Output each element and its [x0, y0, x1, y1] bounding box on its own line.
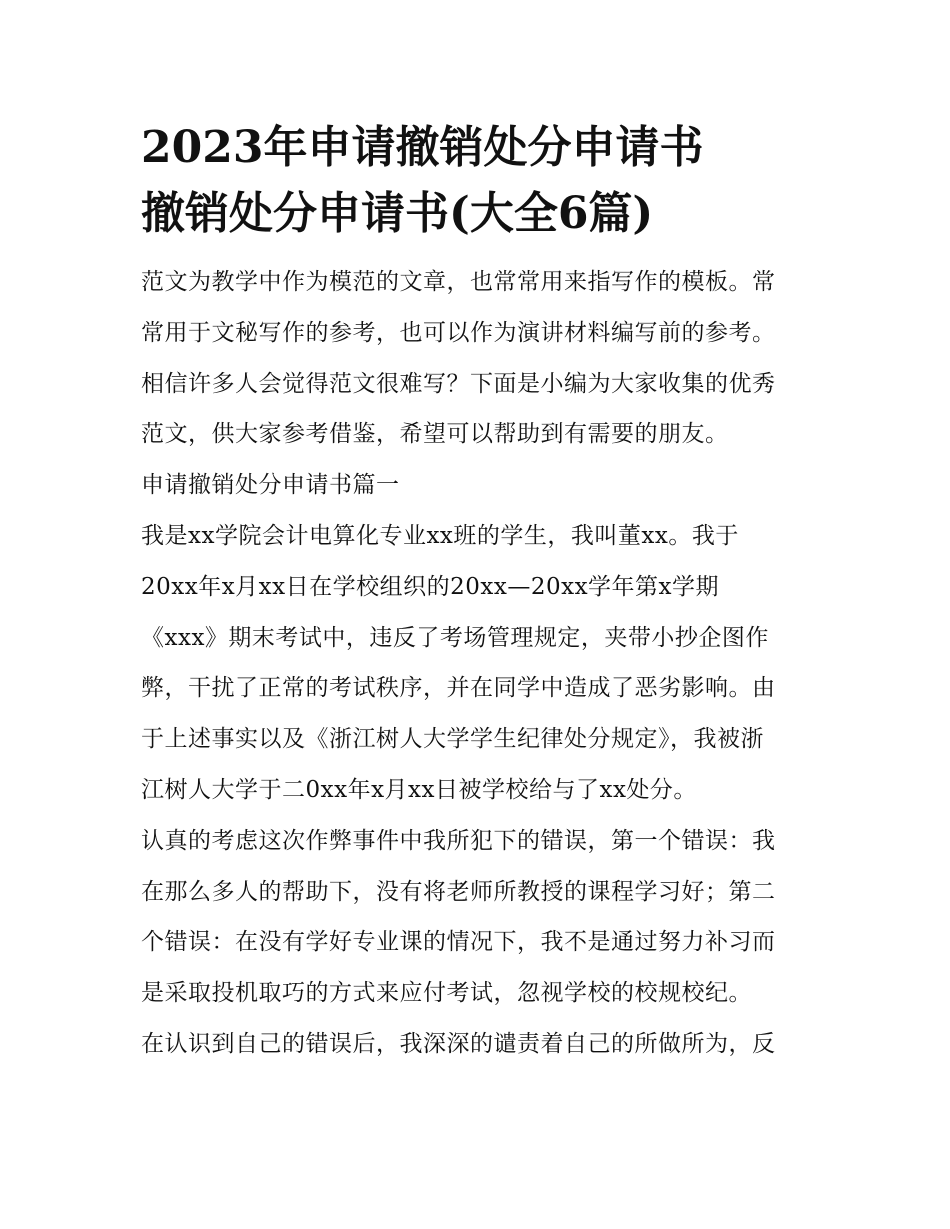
- document-title-line-1: 2023年申请撤销处分申请书: [141, 122, 704, 173]
- paragraph-line: 个错误：在没有学好专业课的情况下，我不是通过努力补习而: [141, 929, 776, 956]
- paragraph-line: 我是xx学院会计电算化专业xx班的学生，我叫董xx。我于: [141, 522, 739, 549]
- paragraph-line: 《xxx》期末考试中，违反了考场管理规定，夹带小抄企图作: [141, 624, 769, 651]
- paragraph-line: 江树人大学于二0xx年x月xx日被学校给与了xx处分。: [141, 776, 697, 803]
- intro-line-3: 相信许多人会觉得范文很难写？下面是小编为大家收集的优秀: [141, 370, 776, 397]
- paragraph-line: 认真的考虑这次作弊事件中我所犯下的错误，第一个错误：我: [141, 827, 776, 854]
- intro-line-1: 范文为教学中作为模范的文章，也常常用来指写作的模板。常: [141, 269, 776, 295]
- section-heading-1: 申请撤销处分申请书篇一: [141, 472, 400, 499]
- paragraph-line: 于上述事实以及《浙江树人大学学生纪律处分规定》，我被浙: [141, 726, 764, 753]
- document-title-line-2: 撤销处分申请书(大全6篇): [141, 188, 654, 239]
- document-page: [141, 118, 813, 1070]
- paragraph-line: 弊，干扰了正常的考试秩序，并在同学中造成了恶劣影响。由: [141, 675, 776, 702]
- paragraph-line: 在认识到自己的错误后，我深深的谴责着自己的所做所为，反: [141, 1030, 776, 1057]
- paragraph-line: 是采取投机取巧的方式来应付考试，忽视学校的校规校纪。: [141, 980, 752, 1007]
- paragraph-line: 20xx年x月xx日在学校组织的20xx—20xx学年第x学期: [141, 573, 720, 600]
- paragraph-line: 在那么多人的帮助下，没有将老师所教授的课程学习好；第二: [141, 878, 776, 905]
- intro-line-2: 常用于文秘写作的参考，也可以作为演讲材料编写前的参考。: [141, 319, 776, 346]
- document-body: [141, 257, 813, 1070]
- intro-line-4: 范文，供大家参考借鉴，希望可以帮助到有需要的朋友。: [141, 421, 729, 448]
